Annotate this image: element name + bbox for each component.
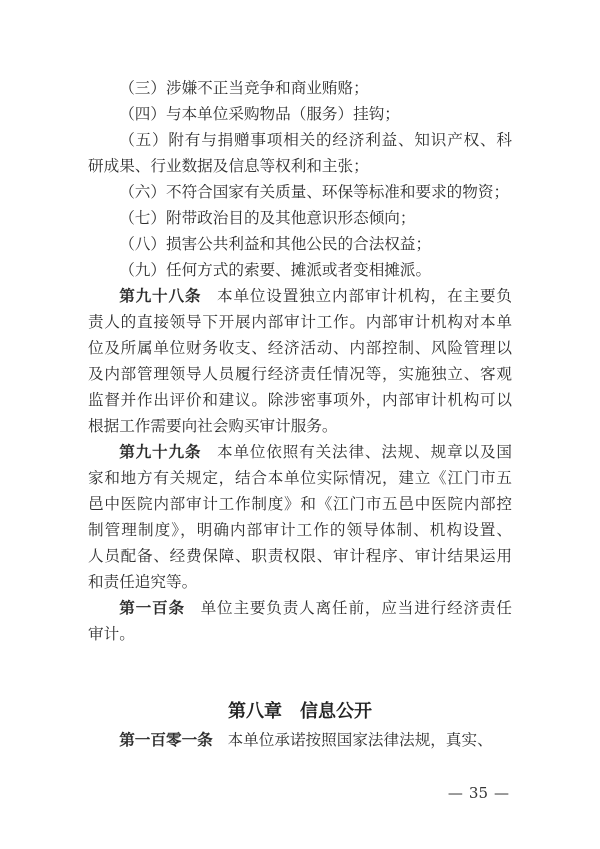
page-footer: [445, 781, 512, 805]
page-number: 35: [468, 784, 488, 802]
clause-line: 家和地方有关规定，结合本单位实际情况，建立《江门市五: [88, 469, 512, 487]
list-item-line: 研成果、行业数据及信息等权利和主张；: [88, 157, 369, 175]
footer-dash-right: —: [494, 784, 509, 802]
clause-line: [88, 439, 512, 465]
clause-text: 单位主要负责人离任前，应当进行经济责任: [199, 599, 512, 617]
list-item-line: （七）附带政治目的及其他意识形态倾向；: [119, 209, 416, 227]
list-item-line: （五）附有与捐赠事项相关的经济利益、知识产权、科: [119, 131, 512, 149]
clause-line: 制管理制度》，明确内部审计工作的领导体制、机构设置、: [88, 521, 512, 539]
clause-line: 监督并作出评价和建议。除涉密事项外，内部审计机构可以: [88, 391, 512, 409]
clause-number: 第九十九条: [119, 442, 202, 461]
chapter-heading: 第八章 信息公开: [228, 701, 372, 722]
list-item-line: （四）与本单位采购物品（服务）挂钩；: [119, 105, 400, 123]
document-body-text: [88, 75, 512, 753]
clause-line: 人员配备、经费保障、职责权限、审计程序、审计结果运用: [88, 547, 512, 565]
clause-text: 本单位设置独立内部审计机构，在主要负: [216, 287, 512, 305]
list-item-line: （九）任何方式的索要、摊派或者变相摊派。: [119, 261, 432, 279]
list-item-line: （三）涉嫌不正当竞争和商业贿赂；: [119, 79, 369, 97]
clause-number: 第一百零一条: [119, 730, 213, 749]
clause-line: 责人的直接领导下开展内部审计工作。内部审计机构对本单: [88, 313, 512, 331]
clause-line: 位及所属单位财务收支、经济活动、内部控制、风险管理以: [88, 339, 512, 357]
clause-line: [88, 727, 512, 753]
clause-line: 邑中医院内部审计工作制度》和《江门市五邑中医院内部控: [88, 495, 512, 513]
list-item-line: （六）不符合国家有关质量、环保等标准和要求的物资；: [119, 183, 510, 201]
clause-line: [88, 283, 512, 309]
clause-line: 审计。: [88, 625, 135, 643]
list-item-line: （八）损害公共利益和其他公民的合法权益；: [119, 235, 432, 253]
clause-line: 和责任追究等。: [88, 573, 198, 591]
clause-text: 本单位承诺按照国家法律法规，真实、: [227, 731, 493, 749]
clause-line: [88, 595, 512, 621]
footer-dash-left: —: [447, 784, 463, 802]
clause-line: 及内部管理领导人员履行经济责任情况等，实施独立、客观: [88, 365, 512, 383]
clause-text: 本单位依照有关法律、法规、规章以及国: [216, 443, 512, 461]
clause-number: 第一百条: [119, 598, 185, 617]
clause-line: 根据工作需要向社会购买审计服务。: [88, 417, 338, 435]
clause-number: 第九十八条: [119, 286, 202, 305]
